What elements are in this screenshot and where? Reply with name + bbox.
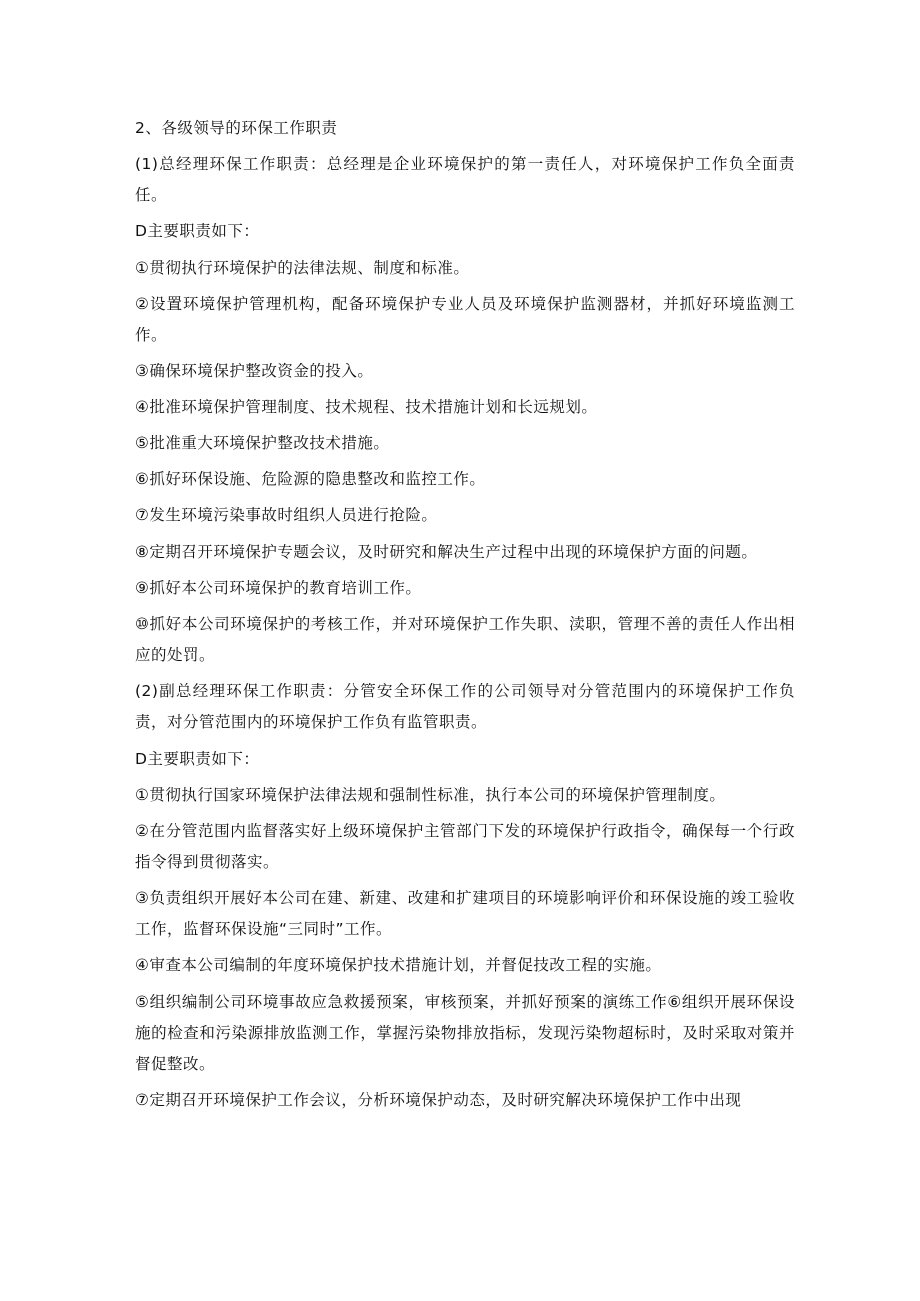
list-item: ⑧定期召开环境保护专题会议，及时研究和解决生产过程中出现的环境保护方面的问题。: [135, 542, 758, 561]
list-item: ④批准环境保护管理制度、技术规程、技术措施计划和长远规划。: [135, 398, 598, 417]
list-item: ⑨抓好本公司环境保护的教育培训工作。: [135, 578, 422, 597]
list-item: ①贯彻执行环境保护的法律法规、制度和标准。: [135, 258, 470, 277]
list-item: ⑦发生环境污染事故时组织人员进行抢险。: [135, 506, 438, 525]
list-item: ⑤组织编制公司环境事故应急救援预案，审核预案，并抓好预案的演练工作⑥组织开展环保设施的检查和污染源排放监测工作，掌握污染物排放指标，发现污染物超标时，及时采取对策并督促整改。: [135, 992, 795, 1074]
paragraph-main-duties-label: D主要职责如下：: [135, 222, 260, 241]
list-item: ②在分管范围内监督落实好上级环境保护主管部门下发的环境保护行政指令，确保每一个行政指令得到贯彻落实。: [135, 821, 795, 871]
list-item: ②设置环境保护管理机构，配备环境保护专业人员及环境保护监测器材，并抓好环境监测工作。: [135, 294, 795, 344]
paragraph-deputy-manager-duty: (2)副总经理环保工作职责：分管安全环保工作的公司领导对分管范围内的环境保护工作负责，对分管范围内的环境保护工作负有监管职责。: [135, 682, 795, 732]
list-item: ⑩抓好本公司环境保护的考核工作，并对环境保护工作失职、渎职，管理不善的责任人作出相应的处罚。: [135, 614, 795, 665]
list-item: ③确保环境保护整改资金的投入。: [135, 362, 374, 381]
list-item: ①贯彻执行国家环境保护法律法规和强制性标准，执行本公司的环境保护管理制度。: [135, 785, 726, 804]
list-item: ⑥抓好环保设施、危险源的隐患整改和监控工作。: [135, 470, 486, 489]
paragraph-main-duties-label: D主要职责如下：: [135, 749, 260, 768]
paragraph-general-manager-duty: (1)总经理环保工作职责：总经理是企业环境保护的第一责任人，对环境保护工作负全面责任。: [135, 155, 795, 205]
list-item: ⑤批准重大环境保护整改技术措施。: [135, 434, 390, 453]
section-heading: 2、各级领导的环保工作职责: [135, 119, 338, 137]
list-item: ③负责组织开展好本公司在建、新建、改建和扩建项目的环境影响评价和环保设施的竣工验收工作，监督环保设施“三同时”工作。: [135, 889, 795, 939]
list-item: ⑦定期召开环境保护工作会议，分析环境保护动态，及时研究解决环境保护工作中出现: [135, 1091, 742, 1110]
list-item: ④审查本公司编制的年度环境保护技术措施计划，并督促技改工程的实施。: [135, 956, 662, 975]
document-body: [135, 113, 795, 1121]
